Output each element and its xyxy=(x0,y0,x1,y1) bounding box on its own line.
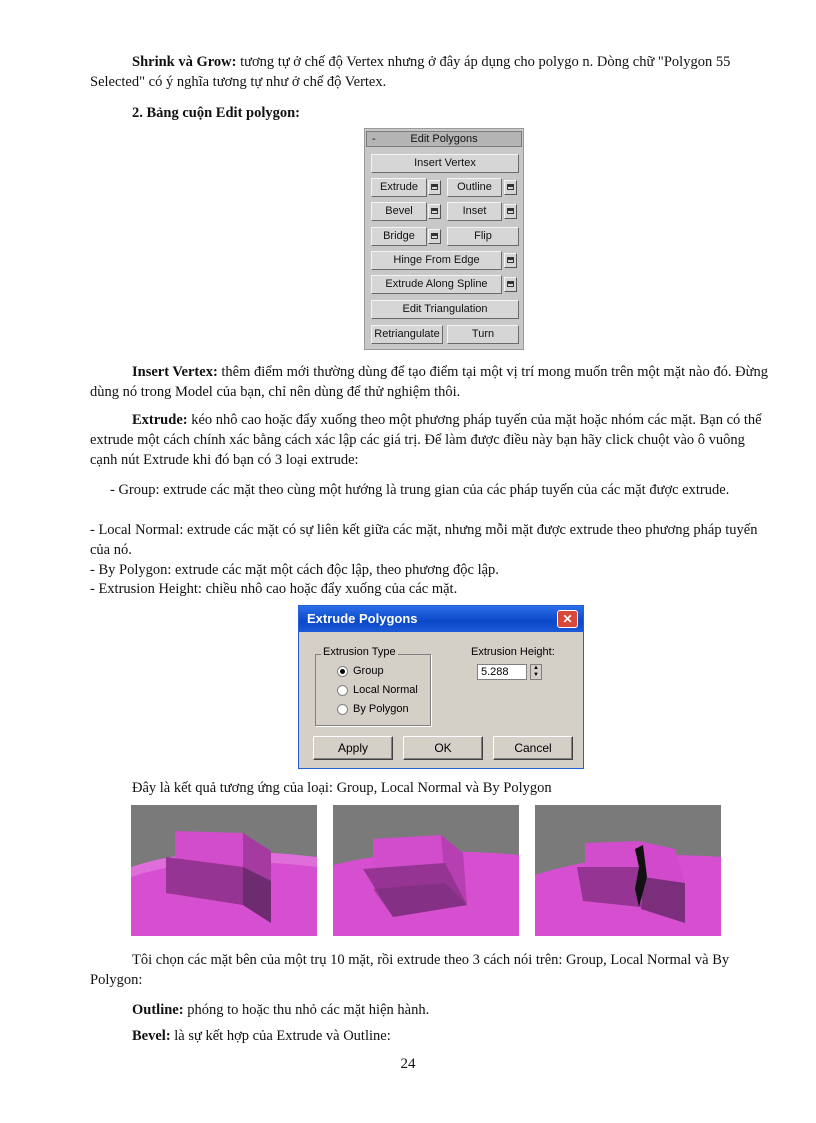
section-heading-text: 2. Bảng cuộn Edit polygon: xyxy=(132,105,301,121)
term-shrink-grow: Shrink và Grow: xyxy=(132,54,237,70)
dialog-titlebar[interactable] xyxy=(299,606,583,632)
radio-group-label[interactable]: Group xyxy=(353,665,384,677)
extrude-button[interactable]: Extrude xyxy=(371,178,427,197)
bullet-extrusion-height: - Extrusion Height: chiều nhô cao hoặc đẩy xuống của các mặt. xyxy=(90,581,458,597)
extrusion-type-label: Extrusion Type xyxy=(323,646,396,658)
hinge-settings-icon[interactable] xyxy=(504,253,517,268)
collapse-icon[interactable]: - xyxy=(372,133,376,145)
spinner-up-icon[interactable]: ▲ xyxy=(533,665,539,671)
term-insert-vertex: Insert Vertex: xyxy=(132,364,218,380)
page-number: 24 xyxy=(400,1056,416,1072)
rollout-title: Edit Polygons xyxy=(410,133,478,145)
term-extrude: Extrude: xyxy=(132,412,188,428)
inset-button[interactable]: Inset xyxy=(447,202,502,221)
edit-triangulation-button[interactable]: Edit Triangulation xyxy=(371,300,519,319)
radio-by-polygon[interactable] xyxy=(337,704,348,715)
result-image-group xyxy=(131,805,317,936)
paragraph-outline xyxy=(90,1000,770,1020)
extrusion-height-label: Extrusion Height: xyxy=(471,646,555,658)
close-icon[interactable]: ✕ xyxy=(557,610,578,628)
paragraph-extrude xyxy=(90,410,770,470)
result-image-local-normal xyxy=(333,805,519,936)
result-image-by-polygon xyxy=(535,805,721,936)
paragraph-bevel xyxy=(90,1026,770,1046)
bevel-settings-icon[interactable] xyxy=(428,204,441,219)
extrusion-height-input[interactable]: 5.288 xyxy=(477,664,527,680)
extrude-spline-settings-icon[interactable] xyxy=(504,277,517,292)
radio-local-normal-label[interactable]: Local Normal xyxy=(353,684,418,696)
extrude-settings-icon[interactable] xyxy=(428,180,441,195)
shrink-grow-text: tương tự ở chế độ Vertex nhưng ở đây áp dụng cho polygo n. Dòng chữ "Polygon 55 Selected" có ý nghĩa tương tự như ở chế độ Vertex. xyxy=(90,54,731,90)
flip-button[interactable]: Flip xyxy=(447,227,519,246)
paragraph-cylinder: Tôi chọn các mặt bên của một trụ 10 mặt, rồi extrude theo 3 cách nói trên: Group, Local Normal và By Polygon: xyxy=(90,952,730,988)
section-heading xyxy=(90,103,770,123)
bridge-button[interactable]: Bridge xyxy=(371,227,427,246)
apply-button[interactable]: Apply xyxy=(313,736,393,760)
outline-settings-icon[interactable] xyxy=(504,180,517,195)
insert-vertex-button[interactable]: Insert Vertex xyxy=(371,154,519,173)
bridge-settings-icon[interactable] xyxy=(428,229,441,244)
cancel-button[interactable]: Cancel xyxy=(493,736,573,760)
turn-button[interactable]: Turn xyxy=(447,325,519,344)
hinge-from-edge-button[interactable]: Hinge From Edge xyxy=(371,251,502,270)
insert-vertex-text: thêm điểm mới thường dùng để tạo điểm tại một vị trí mong muốn trên một mặt nào đó. Đừng dùng nó trong Model của bạn, chỉ nên dùng để thử nghiệm thôi. xyxy=(90,364,768,400)
extrude-along-spline-button[interactable]: Extrude Along Spline xyxy=(371,275,502,294)
radio-group[interactable] xyxy=(337,666,348,677)
ok-button[interactable]: OK xyxy=(403,736,483,760)
bevel-button[interactable]: Bevel xyxy=(371,202,427,221)
radio-by-polygon-label[interactable]: By Polygon xyxy=(353,703,409,715)
extrude-polygons-dialog xyxy=(298,605,584,769)
paragraph-insert-vertex xyxy=(90,362,770,402)
radio-local-normal[interactable] xyxy=(337,685,348,696)
bevel-text: là sự kết hợp của Extrude và Outline: xyxy=(170,1028,391,1044)
outline-button[interactable]: Outline xyxy=(447,178,502,197)
paragraph-shrink-grow xyxy=(90,52,770,92)
edit-polygons-rollout xyxy=(364,128,524,350)
extrude-text: kéo nhô cao hoặc đẩy xuống theo một phương pháp tuyến của mặt hoặc nhóm các mặt. Bạn có thể extrude một cách chính xác bằng cách xác lập các giá trị. Để làm được điều này bạn hãy click chuột vào ô vuông cạnh nút Extrude khi đó bạn có 3 loại extrude: xyxy=(90,412,762,468)
result-caption: Đây là kết quả tương ứng của loại: Group, Local Normal và By Polygon xyxy=(132,780,552,796)
bullet-group: - Group: extrude các mặt theo cùng một hướng là trung gian của các pháp tuyến của các mặt được extrude. xyxy=(110,482,730,498)
bullet-local-normal: - Local Normal: extrude các mặt có sự liên kết giữa các mặt, nhưng mỗi mặt được extrude theo phương pháp tuyến của nó. xyxy=(90,522,758,558)
dialog-title: Extrude Polygons xyxy=(307,611,418,626)
inset-settings-icon[interactable] xyxy=(504,204,517,219)
bullet-by-polygon: - By Polygon: extrude các mặt một cách độc lập, theo phương độc lập. xyxy=(90,562,499,578)
retriangulate-button[interactable]: Retriangulate xyxy=(371,325,443,344)
rollout-header[interactable] xyxy=(366,131,522,147)
spinner-down-icon[interactable]: ▼ xyxy=(533,672,539,678)
height-spinner[interactable] xyxy=(530,664,542,680)
outline-text: phóng to hoặc thu nhỏ các mặt hiện hành. xyxy=(183,1002,430,1018)
term-bevel: Bevel: xyxy=(132,1028,171,1044)
term-outline: Outline: xyxy=(132,1002,184,1018)
